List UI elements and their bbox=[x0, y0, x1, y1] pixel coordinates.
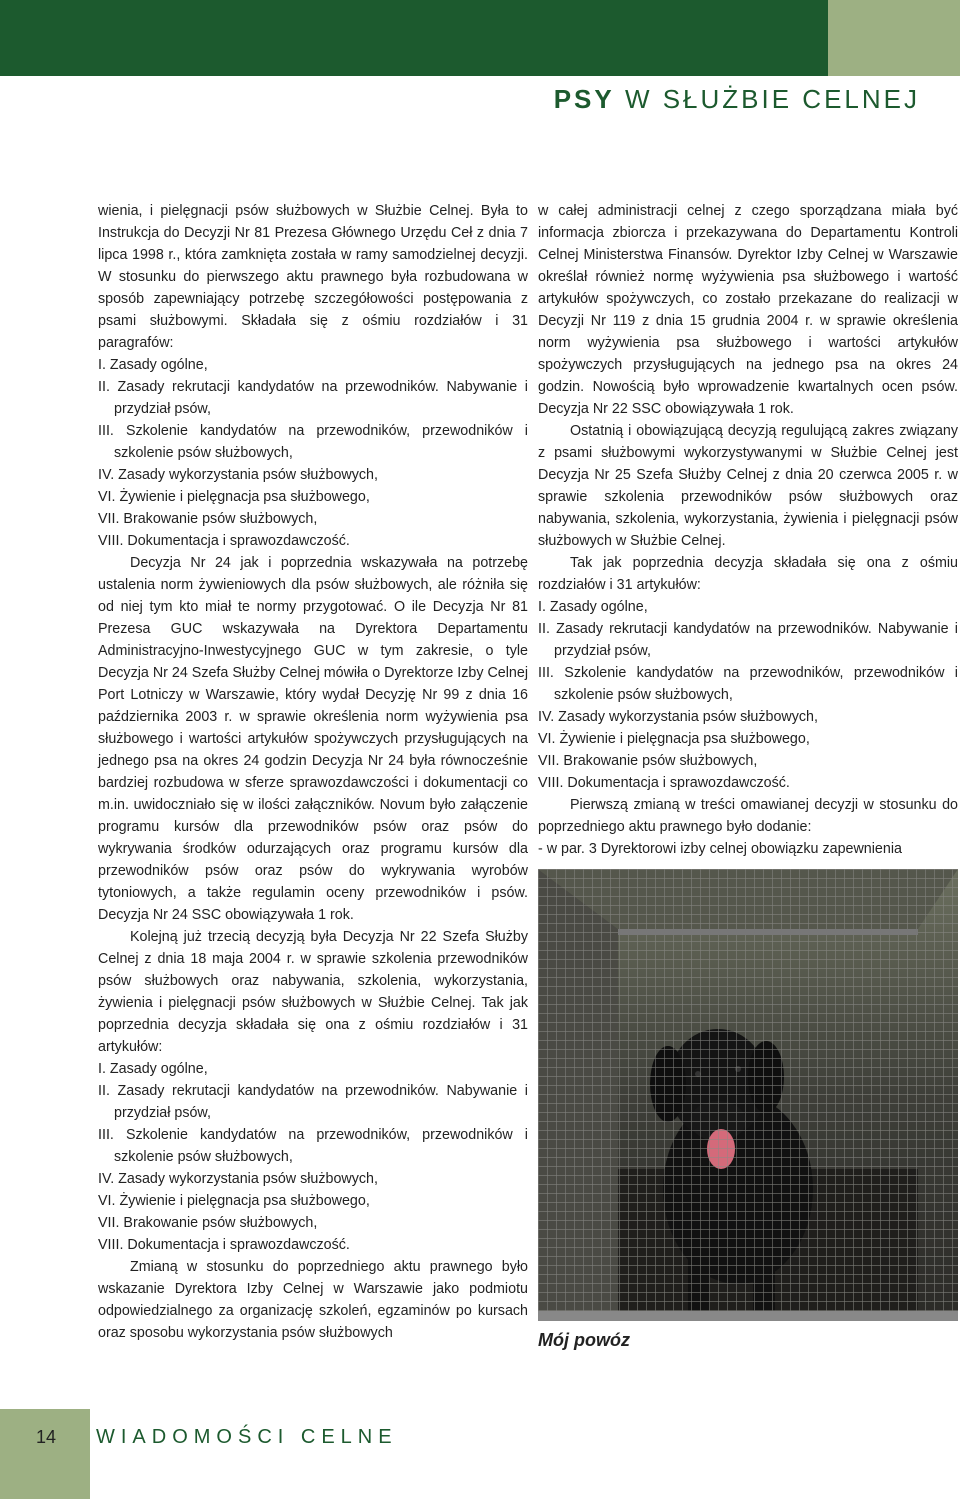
list-item: III. Szkolenie kandydatów na przewodników, przewodników i szkolenie psów służbowych, bbox=[98, 1127, 528, 1165]
section-title bbox=[554, 84, 920, 115]
list-item: VII. Brakowanie psów służbowych, bbox=[98, 1215, 318, 1231]
section-title-bold: PSY bbox=[553, 84, 615, 114]
list-item: II. Zasady rekrutacji kandydatów na przewodników. Nabywanie i przydział psów, bbox=[98, 1083, 528, 1121]
right-paragraph-4: Pierwszą zmianą w treści omawianej decyzji w stosunku do poprzedniego aktu prawnego było dodanie: bbox=[538, 797, 958, 835]
left-paragraph-3: Kolejną już trzecią decyzją była Decyzja Nr 22 Szefa Służby Celnej z dnia 18 maja 2004 r. w sprawie szkolenia przewodników psów służbowych oraz nabywania, szkolenia, wykorzystania, żywienia i pielęgnacji psów służbowych w Służbie Celnej. Tak jak poprzednia decyzja składała się ona z ośmiu rozdziałów i 31 artykułów: bbox=[98, 929, 528, 1055]
list-item: IV. Zasady wykorzystania psów służbowych, bbox=[538, 709, 818, 725]
header-band-dark bbox=[0, 0, 828, 76]
header-band-light bbox=[828, 0, 960, 76]
left-column bbox=[98, 200, 528, 1344]
footer-box bbox=[0, 1409, 90, 1499]
list-item: VI. Żywienie i pielęgnacja psa służbowego, bbox=[98, 489, 370, 505]
right-column bbox=[538, 200, 958, 860]
list-item: I. Zasady ogólne, bbox=[98, 357, 208, 373]
list-item: VII. Brakowanie psów służbowych, bbox=[538, 753, 758, 769]
right-paragraph-5: - w par. 3 Dyrektorowi izby celnej obowiązku zapewnienia bbox=[538, 841, 902, 857]
list-item: VIII. Dokumentacja i sprawozdawczość. bbox=[538, 775, 790, 791]
list-item: I. Zasady ogólne, bbox=[98, 1061, 208, 1077]
list-item: VII. Brakowanie psów służbowych, bbox=[98, 511, 318, 527]
list-item: II. Zasady rekrutacji kandydatów na przewodników. Nabywanie i przydział psów, bbox=[98, 379, 528, 417]
dog-in-crate-photo bbox=[538, 869, 958, 1321]
list-item: III. Szkolenie kandydatów na przewodników, przewodników i szkolenie psów służbowych, bbox=[538, 665, 958, 703]
list-item: III. Szkolenie kandydatów na przewodników, przewodników i szkolenie psów służbowych, bbox=[98, 423, 528, 461]
list-item: VI. Żywienie i pielęgnacja psa służbowego, bbox=[98, 1193, 370, 1209]
list-item: I. Zasady ogólne, bbox=[538, 599, 648, 615]
list-item: VIII. Dokumentacja i sprawozdawczość. bbox=[98, 1237, 350, 1253]
photo-caption: Mój powóz bbox=[538, 1330, 630, 1350]
right-paragraph-1: w całej administracji celnej z czego sporządzana miała być informacja zbiorcza i przekazywana do Departamentu Kontroli Celnej Ministerstwa Finansów. Dyrektor Izby Celnej w Warszawie określał również normę wyżywienia psa służbowego i wartość artykułów spożywczych, co zostało przekazane do realizacji w Decyzji Nr 119 z dnia 15 grudnia 2004 r. w sprawie określenia norm wyżywienia psa służbowego i wartości artykułów spożywczych przysługujących na jednego psa na okres 24 godzin. Nowością było wprowadzenie kwartalnych ocen psów. Decyzja Nr 22 SSC obowiązywała 1 rok. bbox=[538, 203, 958, 417]
left-paragraph-1: wienia, i pielęgnacji psów służbowych w Służbie Celnej. Była to Instrukcja do Decyzji Nr 81 Prezesa Głównego Urzędu Ceł z dnia 7 lipca 1998 r., która zamknięta została w ramy samodzielnej decyzji. W stosunku do pierwszego aktu prawnego była rozbudowana w sposób zapewniający potrzebę szczegółowości postępowania z psami służbowymi. Składała się z ośmiu rozdziałów i 31 paragrafów: bbox=[98, 203, 528, 351]
page-number: 14 bbox=[36, 1427, 57, 1447]
left-list-2 bbox=[98, 1058, 528, 1256]
section-title-rest: W SŁUŻBIE CELNEJ bbox=[614, 84, 920, 114]
list-item: IV. Zasady wykorzystania psów służbowych, bbox=[98, 467, 378, 483]
list-item: VI. Żywienie i pielęgnacja psa służbowego, bbox=[538, 731, 810, 747]
magazine-title: WIADOMOŚCI CELNE bbox=[96, 1426, 398, 1448]
list-item: VIII. Dokumentacja i sprawozdawczość. bbox=[98, 533, 350, 549]
list-item: II. Zasady rekrutacji kandydatów na przewodników. Nabywanie i przydział psów, bbox=[538, 621, 958, 659]
right-paragraph-3: Tak jak poprzednia decyzja składała się ona z ośmiu rozdziałów i 31 artykułów: bbox=[538, 555, 958, 593]
left-paragraph-2: Decyzja Nr 24 jak i poprzednia wskazywała na potrzebę ustalenia norm żywieniowych dla psów służbowych, ale różniła się od niej tym kto miał te normy przygotować. O ile Decyzja Nr 81 Prezesa GUC wskazywała na Dyrektora Departamentu Administracyjno-Inwestycyjnego GUC w tym zakresie, o tyle Decyzja Nr 24 Szefa Służby Celnej mówiła o Dyrektorze Izby Celnej Port Lotniczy w Warszawie, który wydał Decyzję Nr 99 z dnia 16 października 2003 r. w sprawie określenia norm wyżywienia psa służbowego i wartości artykułów spożywczych przysługujących na jednego psa na okres 24 godzin Decyzja Nr 24 była równocześnie bardziej rozbudowa w sferze sprawozdawczości i dokumentacji co m.in. uwidoczniało się w ilości załączników. Novum było załączenie programu kursów dla przewodników psów oraz psów do wykrywania środków odurzających oraz programu kursów dla przewodników psów oraz psów do wykrywania wyrobów tytoniowych, a także regulamin oceny przewodników i psów. Decyzja Nr 24 SSC obowiązywała 1 rok. bbox=[98, 555, 528, 923]
left-list-1 bbox=[98, 354, 528, 552]
left-paragraph-4: Zmianą w stosunku do poprzedniego aktu prawnego było wskazanie Dyrektora Izby Celnej w Warszawie jako podmiotu odpowiedzialnego za organizację szkoleń, egzaminów po kursach oraz sposobu wykorzystania psów służbowych bbox=[98, 1259, 528, 1341]
right-list bbox=[538, 596, 958, 794]
list-item: IV. Zasady wykorzystania psów służbowych, bbox=[98, 1171, 378, 1187]
right-paragraph-2: Ostatnią i obowiązującą decyzją regulującą zakres związany z psami służbowymi wykorzystywanymi w Służbie Celnej jest Decyzja Nr 25 Szefa Służby Celnej z dnia 20 czerwca 2005 r. w sprawie szkolenia przewodników psów służbowych oraz nabywania, szkolenia, wykorzystania, żywienia i pielęgnacji psów służbowych w Służbie Celnej. bbox=[538, 423, 958, 549]
